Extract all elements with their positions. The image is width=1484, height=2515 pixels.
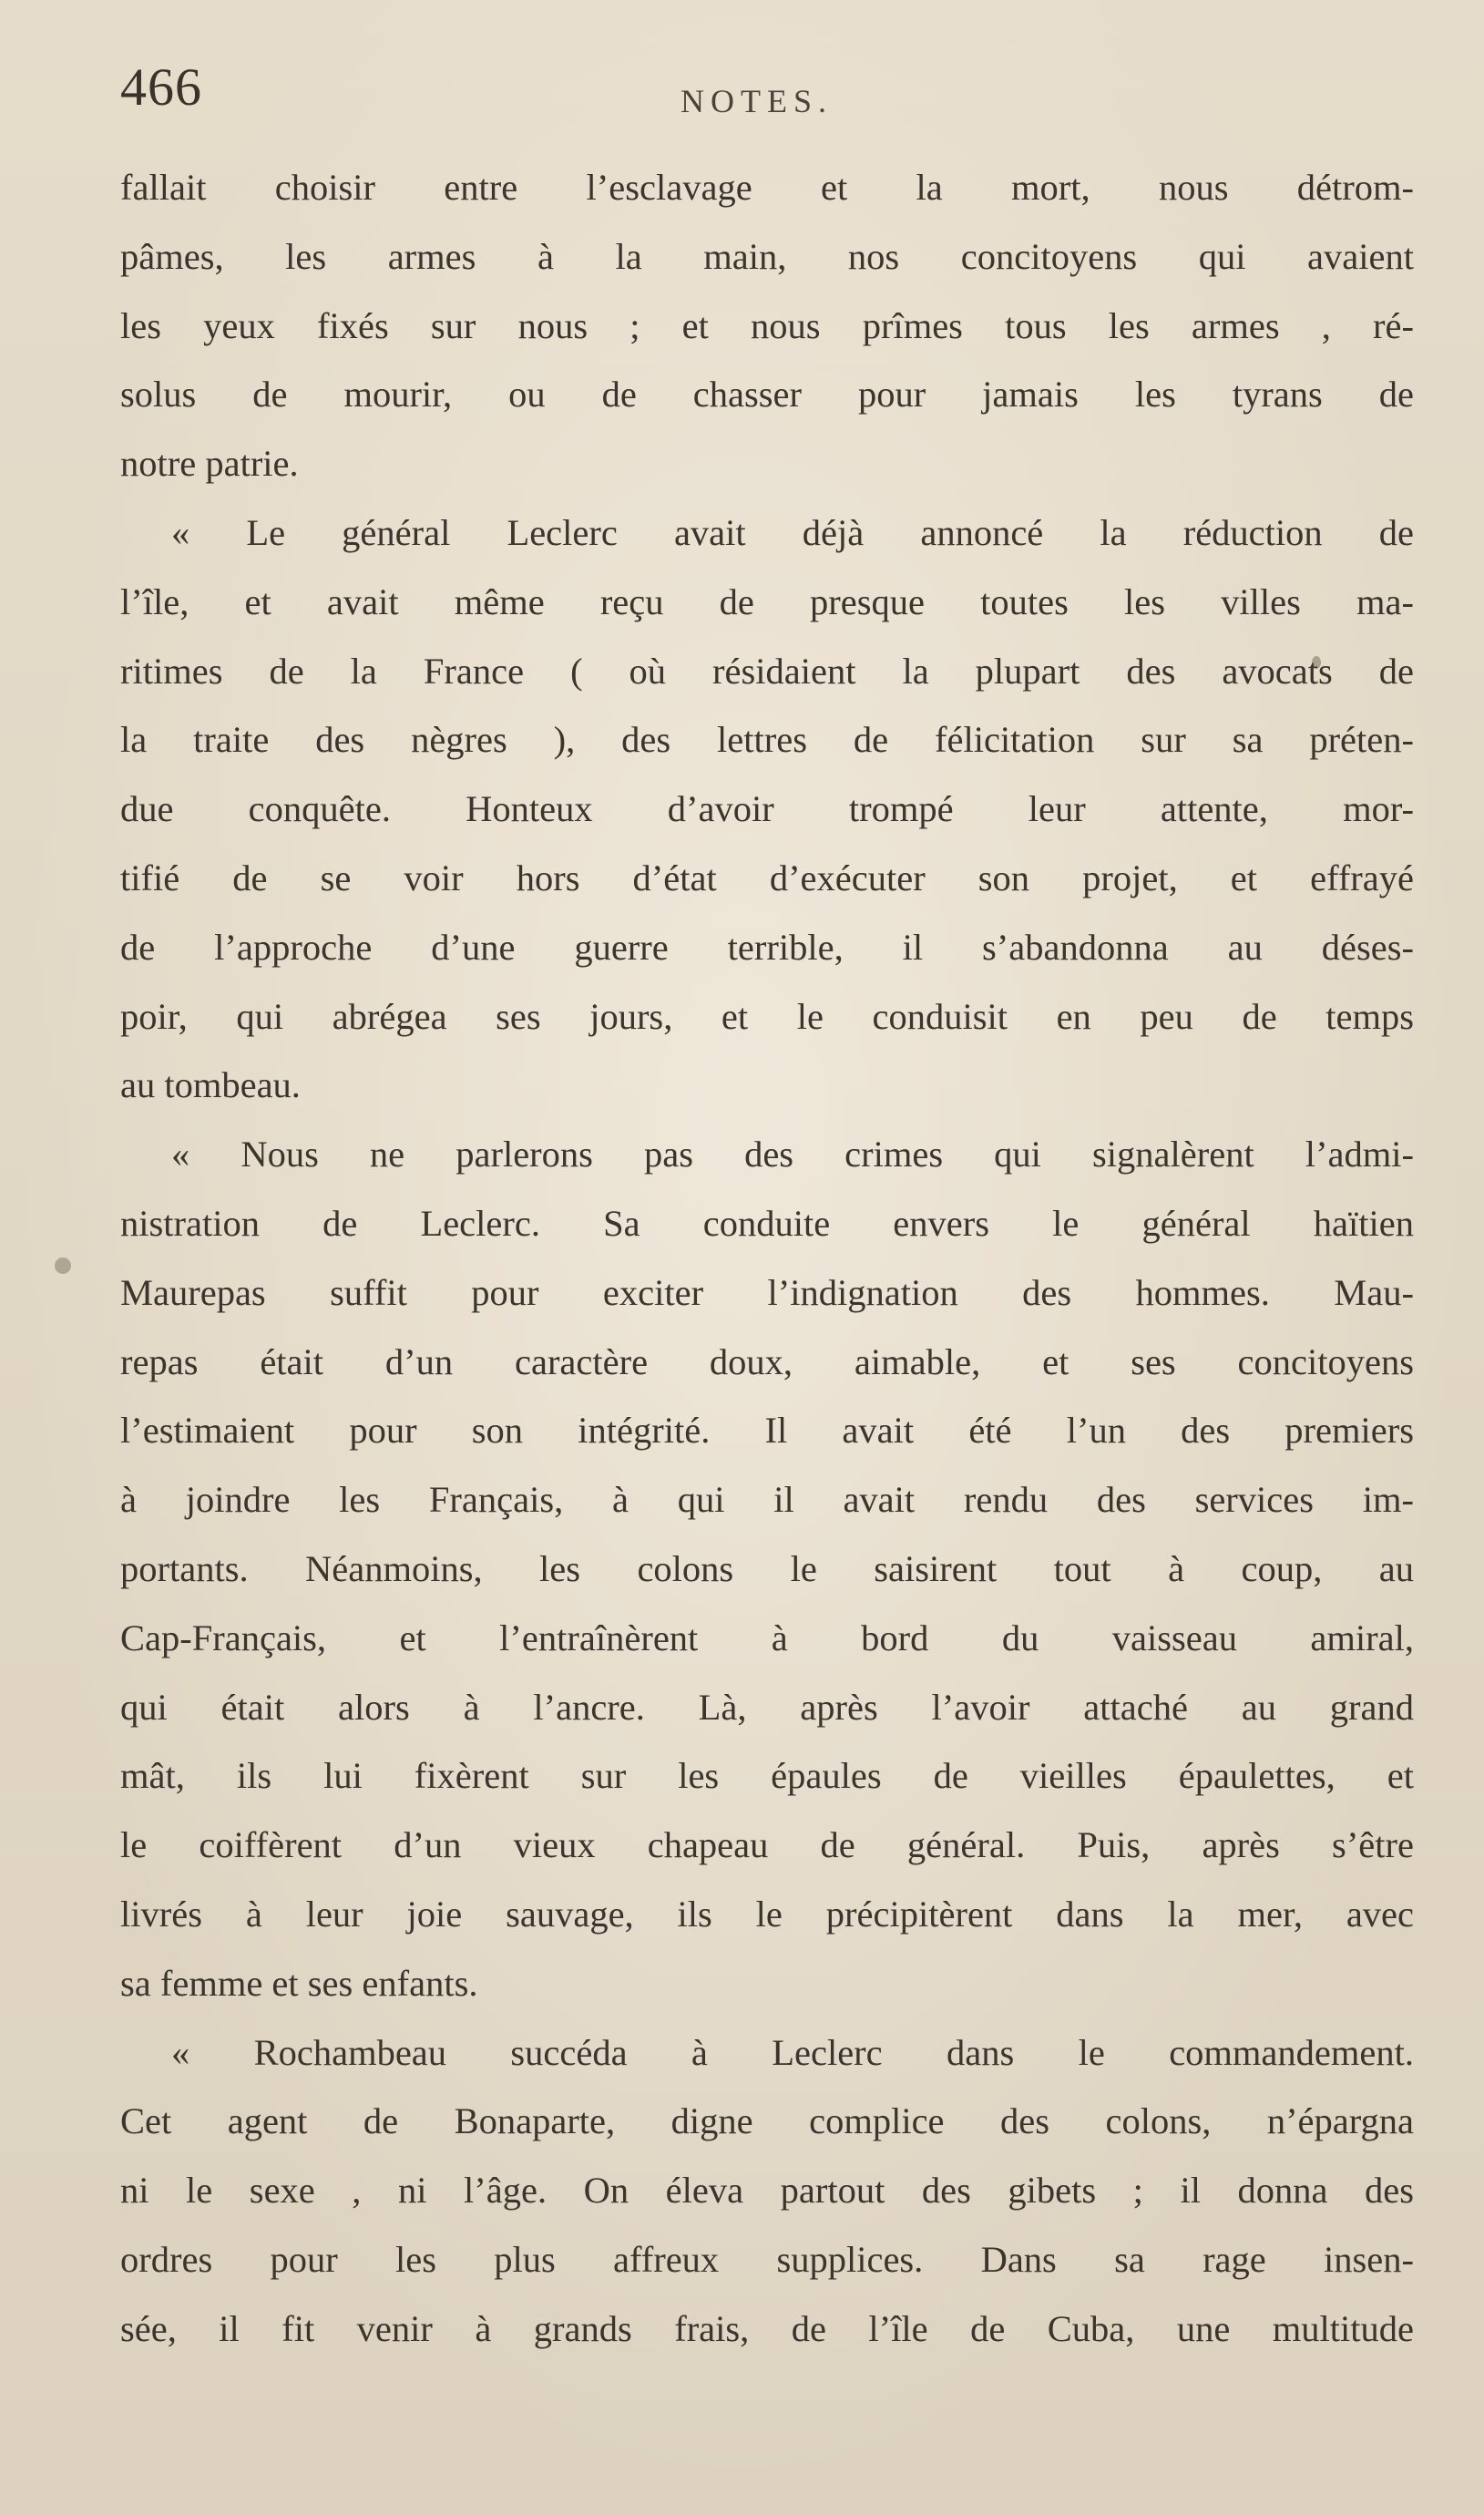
text-line: due conquête. Honteux d’avoir trompé leur attente, mor- [120,788,1414,830]
text-line: de l’approche d’une guerre terrible, il s’abandonna au déses- [120,926,1414,968]
text-line: Maurepas suffit pour exciter l’indignation des hommes. Mau- [120,1271,1414,1313]
text-line: mât, ils lui fixèrent sur les épaules de vieilles épaulettes, et [120,1755,1414,1797]
text-line: ni le sexe , ni l’âge. On éleva partout des gibets ; il donna des [120,2170,1414,2212]
text-line: tifié de se voir hors d’état d’exécuter son projet, et effrayé [120,857,1414,898]
text-line: pâmes, les armes à la main, nos concitoyens qui avaient [120,235,1414,277]
text-line: portants. Néanmoins, les colons le saisirent tout à coup, au [120,1547,1414,1589]
text-line: ordres pour les plus affreux supplices. Dans sa rage insen- [120,2238,1414,2280]
text-line: sa femme et ses enfants. [120,1962,478,2004]
text-line: repas était d’un caractère doux, aimable, et ses concitoyens [120,1340,1414,1382]
text-line: au tombeau. [120,1064,301,1106]
text-line: fallait choisir entre l’esclavage et la mort, nous détrom- [120,167,1414,208]
text-line: la traite des nègres ), des lettres de félicitation sur sa préten- [120,719,1414,761]
text-line: l’île, et avait même reçu de presque toutes les villes ma- [120,580,1414,622]
text-line: les yeux fixés sur nous ; et nous prîmes tous les armes , ré- [120,304,1414,346]
text-line: ritimes de la France ( où résidaient la plupart des avocats de [120,650,1414,692]
body-text [120,153,1414,2364]
text-line: Cet agent de Bonaparte, digne complice des colons, n’épargna [120,2100,1414,2142]
page-header [120,56,1423,129]
text-line: le coiffèrent d’un vieux chapeau de général. Puis, après s’être [120,1824,1414,1866]
text-line: livrés à leur joie sauvage, ils le précipitèrent dans la mer, avec [120,1893,1414,1935]
text-line: « Rochambeau succéda à Leclerc dans le commandement. [171,2031,1414,2073]
text-line: « Le général Leclerc avait déjà annoncé la réduction de [171,511,1414,553]
paper-stain [55,1258,71,1274]
text-line: l’estimaient pour son intégrité. Il avait été l’un des premiers [120,1410,1414,1452]
text-line: poir, qui abrégea ses jours, et le conduisit en peu de temps [120,995,1414,1037]
running-head: NOTES. [681,83,833,119]
text-line: « Nous ne parlerons pas des crimes qui signalèrent l’admi- [171,1134,1414,1175]
text-line: sée, il fit venir à grands frais, de l’île de Cuba, une multitude [120,2307,1414,2349]
page-number: 466 [120,57,202,117]
text-line: solus de mourir, ou de chasser pour jamais les tyrans de [120,374,1414,416]
text-line: nistration de Leclerc. Sa conduite envers le général haïtien [120,1202,1414,1244]
text-line: notre patrie. [120,443,299,485]
text-line: à joindre les Français, à qui il avait rendu des services im- [120,1479,1414,1521]
text-line: qui était alors à l’ancre. Là, après l’avoir attaché au grand [120,1686,1414,1728]
text-line: Cap-Français, et l’entraînèrent à bord du vaisseau amiral, [120,1617,1414,1658]
